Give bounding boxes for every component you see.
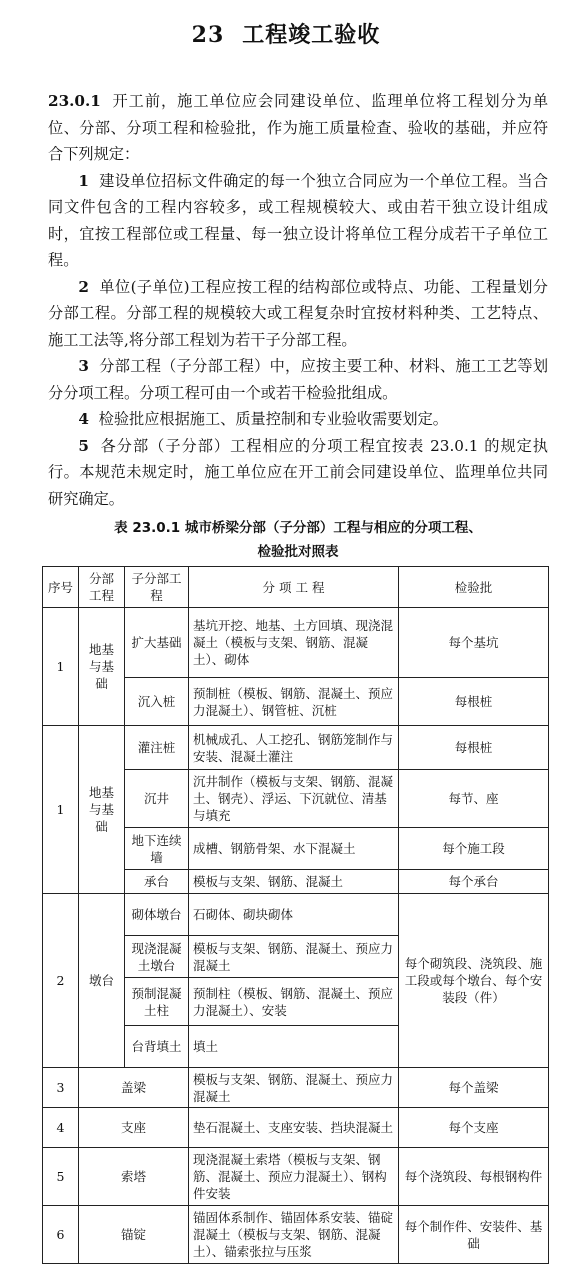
item-paragraph — [48, 433, 548, 513]
item-paragraph — [48, 274, 548, 354]
table-caption — [48, 516, 548, 564]
batch-cell: 每个支座 — [399, 1108, 549, 1148]
chapter-title — [0, 18, 572, 49]
part-cell: 索塔 — [79, 1148, 189, 1206]
item-paragraph — [48, 406, 548, 433]
item-text: 建设单位招标文件确定的每一个独立合同应为一个单位工程。当合同文件包含的工程内容较多，或工程规模较大、或由若干独立设计组成时，宜按工程部位或工程量、每一独立设计将单位工程分成若干子单位工程。 — [48, 171, 549, 269]
item-text: 检验批应根据施工、质量控制和专业验收需要划定。 — [98, 410, 448, 428]
items-cell: 机械成孔、人工挖孔、钢筋笼制作与安装、混凝土灌注 — [189, 726, 399, 770]
item-number: 4 — [78, 410, 89, 428]
part-cell: 地基与基础 — [79, 608, 125, 726]
item-paragraph — [48, 353, 548, 406]
items-cell: 填土 — [189, 1026, 399, 1068]
items-cell: 模板与支架、钢筋、混凝土、预应力混凝土 — [189, 1068, 399, 1108]
item-text: 各分部（子分部）工程相应的分项工程宜按表 23.0.1 的规定执行。本规范未规定时，施工单位应在开工前会同建设单位、监理单位共同研究确定。 — [48, 436, 548, 508]
division-table — [42, 566, 549, 1264]
seq-cell: 6 — [43, 1206, 79, 1264]
part-cell: 支座 — [79, 1108, 189, 1148]
item-number: 3 — [78, 357, 89, 375]
seq-cell: 5 — [43, 1148, 79, 1206]
chapter-number: 23 — [191, 22, 225, 48]
header-cell: 分 项 工 程 — [189, 567, 399, 608]
items-cell: 现浇混凝土索塔（模板与支架、钢筋、混凝土、预应力混凝土）、钢构件安装 — [189, 1148, 399, 1206]
sub-cell: 灌注桩 — [125, 726, 189, 770]
table-row — [43, 1108, 549, 1148]
sub-cell: 现浇混凝土墩台 — [125, 936, 189, 978]
items-cell: 垫石混凝土、支座安装、挡块混凝土 — [189, 1108, 399, 1148]
seq-cell: 3 — [43, 1068, 79, 1108]
part-cell: 锚锭 — [79, 1206, 189, 1264]
items-cell: 沉井制作（模板与支架、钢筋、混凝土、钢壳）、浮运、下沉就位、清基与填充 — [189, 770, 399, 828]
batch-cell: 每根桩 — [399, 726, 549, 770]
items-cell: 模板与支架、钢筋、混凝土、预应力混凝土 — [189, 936, 399, 978]
header-cell: 子分部工程 — [125, 567, 189, 608]
chapter-name: 工程竣工验收 — [242, 22, 381, 48]
items-cell: 预制桩（模板、钢筋、混凝土、预应力混凝土）、钢管桩、沉桩 — [189, 678, 399, 726]
items-cell: 基坑开挖、地基、土方回填、现浇混凝土（模板与支架、钢筋、混凝土）、砌体 — [189, 608, 399, 678]
header-cell: 检验批 — [399, 567, 549, 608]
sub-cell: 沉入桩 — [125, 678, 189, 726]
sub-cell: 预制混凝土柱 — [125, 978, 189, 1026]
items-cell: 预制柱（模板、钢筋、混凝土、预应力混凝土）、安装 — [189, 978, 399, 1026]
table-row — [43, 1068, 549, 1108]
item-number: 1 — [78, 171, 89, 190]
seq-cell: 1 — [43, 726, 79, 894]
sub-cell: 地下连续墙 — [125, 828, 189, 870]
item-text: 分部工程（子分部工程）中，应按主要工种、材料、施工工艺等划分分项工程。分项工程可由一个或若干检验批组成。 — [48, 357, 549, 402]
batch-cell: 每节、座 — [399, 770, 549, 828]
table-header-row — [43, 567, 549, 608]
part-cell: 墩台 — [79, 894, 125, 1068]
header-cell: 序号 — [43, 567, 79, 608]
seq-cell: 2 — [43, 894, 79, 1068]
table-row — [43, 608, 549, 678]
part-cell: 盖梁 — [79, 1068, 189, 1108]
batch-cell: 每个砌筑段、浇筑段、施工段或每个墩台、每个安装段（件） — [399, 894, 549, 1068]
clause-paragraph — [48, 88, 548, 168]
part-cell: 地基与基础 — [79, 726, 125, 894]
sub-cell: 砌体墩台 — [125, 894, 189, 936]
item-paragraph — [48, 168, 548, 274]
item-number: 5 — [78, 436, 89, 455]
sub-cell: 承台 — [125, 870, 189, 894]
batch-cell: 每个浇筑段、每根钢构件 — [399, 1148, 549, 1206]
batch-cell: 每根桩 — [399, 678, 549, 726]
batch-cell: 每个基坑 — [399, 608, 549, 678]
table-row — [43, 894, 549, 936]
batch-cell: 每个承台 — [399, 870, 549, 894]
clause-text: 开工前，施工单位应会同建设单位、监理单位将工程划分为单位、分部、分项工程和检验批，作为施工质量检查、验收的基础，并应符合下列规定： — [48, 92, 549, 163]
table-row — [43, 1206, 549, 1264]
sub-cell: 沉井 — [125, 770, 189, 828]
items-cell: 石砌体、砌块砌体 — [189, 894, 399, 936]
seq-cell: 1 — [43, 608, 79, 726]
table-caption-line: 表 23.0.1 城市桥梁分部（子分部）工程与相应的分项工程、 — [114, 520, 482, 536]
batch-cell: 每个盖梁 — [399, 1068, 549, 1108]
header-cell: 分部工程 — [79, 567, 125, 608]
item-text: 单位(子单位)工程应按工程的结构部位或特点、功能、工程量划分分部工程。分部工程的规模较大或工程复杂时宜按材料种类、工艺特点、施工工法等,将分部工程划为若干子分部工程。 — [48, 277, 548, 349]
item-number: 2 — [78, 277, 89, 296]
seq-cell: 4 — [43, 1108, 79, 1148]
body-text — [48, 88, 548, 512]
sub-cell: 扩大基础 — [125, 608, 189, 678]
sub-cell: 台背填土 — [125, 1026, 189, 1068]
items-cell: 模板与支架、钢筋、混凝土 — [189, 870, 399, 894]
items-cell: 成槽、钢筋骨架、水下混凝土 — [189, 828, 399, 870]
batch-cell: 每个制作件、安装件、基础 — [399, 1206, 549, 1264]
table-row — [43, 726, 549, 770]
table-row — [43, 1148, 549, 1206]
table-caption-line: 检验批对照表 — [257, 544, 339, 560]
clause-number: 23.0.1 — [48, 92, 101, 110]
batch-cell: 每个施工段 — [399, 828, 549, 870]
items-cell: 锚固体系制作、锚固体系安装、锚碇混凝土（模板与支架、钢筋、混凝土）、锚索张拉与压浆 — [189, 1206, 399, 1264]
